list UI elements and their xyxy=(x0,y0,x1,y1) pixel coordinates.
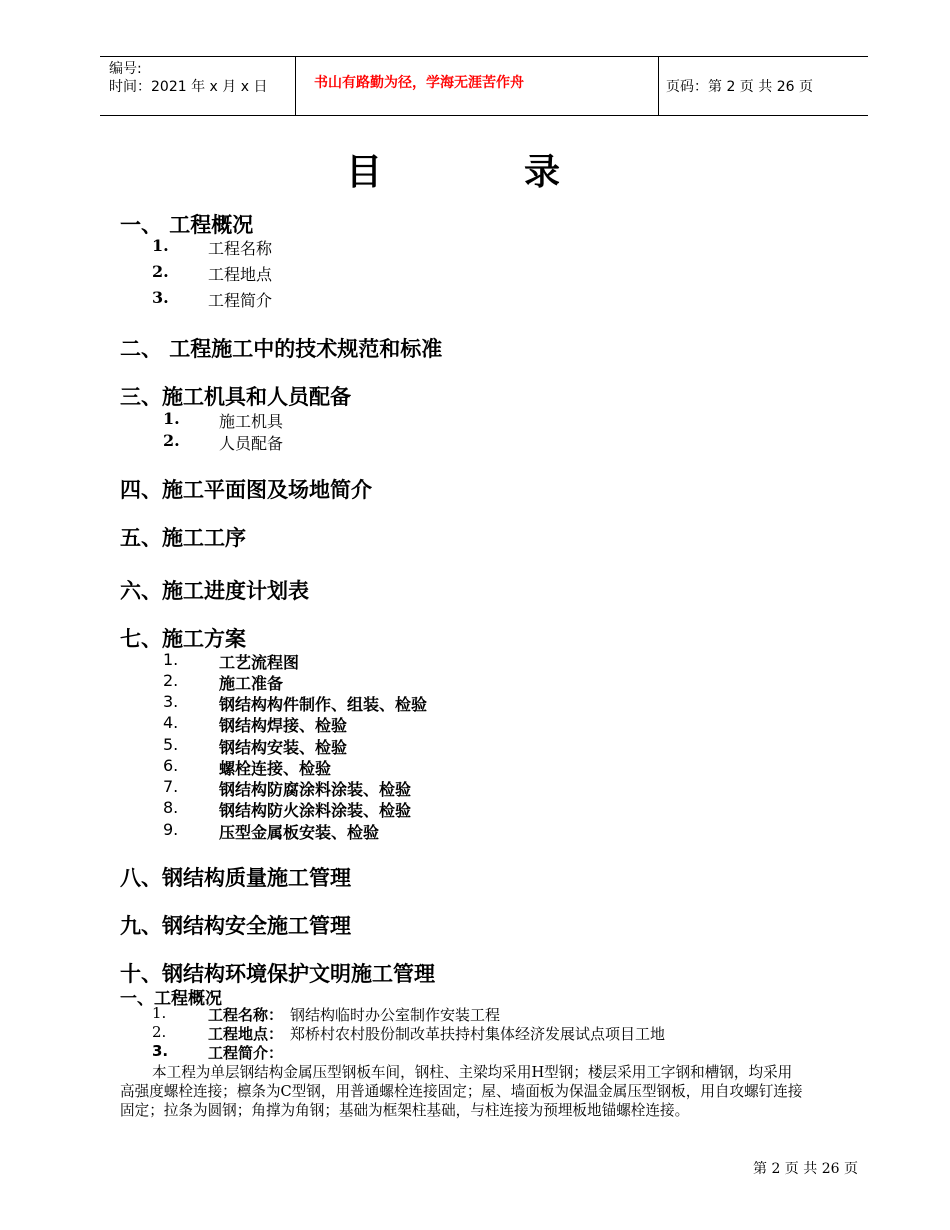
toc-item-num: 1. xyxy=(163,409,180,428)
toc-title-char-2: 录 xyxy=(524,151,561,193)
toc-item[interactable]: 钢结构防腐涂料涂装、检验 xyxy=(219,780,412,799)
toc-item[interactable]: 工程简介 xyxy=(208,291,273,310)
body-paragraph-line: 高强度螺栓连接；檩条为C型钢，用普通螺栓连接固定；屋、墙面板为保温金属压型钢板，用自攻螺钉连接 xyxy=(120,1083,803,1100)
toc-item[interactable]: 螺栓连接、检验 xyxy=(219,759,332,778)
toc-item[interactable]: 工艺流程图 xyxy=(219,653,300,672)
toc-item-num: 5. xyxy=(163,735,179,754)
toc-item-num: 8. xyxy=(163,798,179,817)
body-item-label: 工程地点： xyxy=(208,1025,284,1043)
toc-section-10[interactable]: 十、钢结构环境保护文明施工管理 xyxy=(120,962,435,986)
toc-section-6[interactable]: 六、施工进度计划表 xyxy=(120,579,309,603)
page-footer: 第 2 页 共 26 页 xyxy=(753,1161,858,1177)
body-paragraph-line: 固定；拉条为圆钢；角撑为角钢；基础为框架柱基础，与柱连接为预埋板地锚螺栓连接。 xyxy=(120,1102,690,1119)
toc-item-num: 1. xyxy=(163,650,179,669)
body-item-label: 工程名称： xyxy=(208,1006,284,1024)
page-header xyxy=(100,56,868,116)
body-section-heading: 一、工程概况 xyxy=(120,989,222,1009)
toc-item[interactable]: 施工准备 xyxy=(219,674,284,693)
toc-section-9[interactable]: 九、钢结构安全施工管理 xyxy=(120,914,351,938)
toc-section-3[interactable]: 三、施工机具和人员配备 xyxy=(120,385,351,409)
toc-section-8[interactable]: 八、钢结构质量施工管理 xyxy=(120,866,351,890)
toc-title-char-1: 目 xyxy=(346,151,383,193)
body-item-num: 1. xyxy=(152,1004,167,1022)
body-item-value: 钢结构临时办公室制作安装工程 xyxy=(290,1006,501,1024)
toc-item-num: 2. xyxy=(163,431,180,450)
toc-item[interactable]: 钢结构防火涂料涂装、检验 xyxy=(219,801,412,820)
body-item-label: 工程简介： xyxy=(208,1044,284,1062)
toc-item[interactable]: 施工机具 xyxy=(219,412,284,431)
toc-section-7[interactable]: 七、施工方案 xyxy=(120,627,246,651)
toc-item-num: 1. xyxy=(152,236,169,255)
toc-section-4[interactable]: 四、施工平面图及场地简介 xyxy=(120,478,372,502)
header-divider-right xyxy=(658,56,659,116)
toc-item-num: 6. xyxy=(163,756,179,775)
toc-item[interactable]: 工程地点 xyxy=(208,265,273,284)
toc-section-2[interactable]: 二、 工程施工中的技术规范和标准 xyxy=(120,337,443,361)
toc-item[interactable]: 钢结构构件制作、组装、检验 xyxy=(219,695,428,714)
body-item-num: 2. xyxy=(152,1023,167,1041)
toc-item[interactable]: 压型金属板安装、检验 xyxy=(219,823,380,842)
toc-item[interactable]: 钢结构安装、检验 xyxy=(219,738,348,757)
toc-item-num: 4. xyxy=(163,713,179,732)
toc-item-num: 2. xyxy=(152,262,169,281)
toc-item-num: 2. xyxy=(163,671,179,690)
body-item-num: 3. xyxy=(152,1042,169,1060)
toc-section-1[interactable]: 一、 工程概况 xyxy=(120,213,254,237)
header-top-rule xyxy=(100,56,868,57)
toc-section-5[interactable]: 五、施工工序 xyxy=(120,526,246,550)
toc-item[interactable]: 人员配备 xyxy=(219,434,284,453)
toc-item[interactable]: 工程名称 xyxy=(208,239,273,258)
toc-item-num: 3. xyxy=(152,288,169,307)
header-time-label: 时间：2021 年 x 月 x 日 xyxy=(109,79,268,95)
header-motto: 书山有路勤为径，学海无涯苦作舟 xyxy=(314,75,524,91)
body-item-value: 郑桥村农村股份制改革扶持村集体经济发展试点项目工地 xyxy=(290,1025,666,1043)
header-number-label: 编号: xyxy=(109,61,142,77)
toc-item[interactable]: 钢结构焊接、检验 xyxy=(219,716,348,735)
header-bottom-rule xyxy=(100,115,868,116)
toc-item-num: 9. xyxy=(163,820,179,839)
header-page-label: 页码：第 2 页 共 26 页 xyxy=(666,79,813,95)
header-divider-left xyxy=(295,56,296,116)
toc-item-num: 3. xyxy=(163,692,179,711)
toc-item-num: 7. xyxy=(163,777,179,796)
body-paragraph-line: 本工程为单层钢结构金属压型钢板车间，钢柱、主梁均采用H型钢；楼层采用工字钢和槽钢，均采用 xyxy=(152,1064,793,1081)
